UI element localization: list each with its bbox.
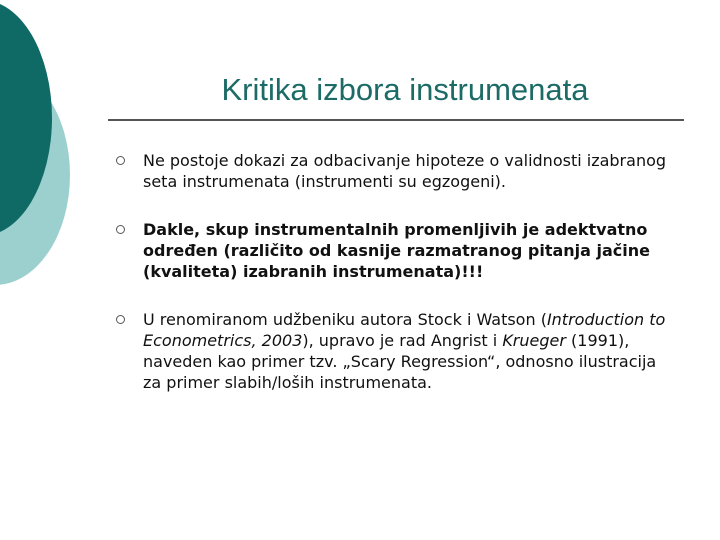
bullet-item (116, 150, 676, 192)
bullet-text (143, 309, 676, 393)
bullet-item (116, 309, 676, 393)
bullet-circle-icon (116, 156, 125, 165)
bullet-item (116, 219, 676, 282)
bullet-text-segment: ), upravo je rad Angrist i (302, 331, 503, 350)
title-divider (108, 119, 684, 121)
book-title: Introduction to Econometrics, 2003 (143, 310, 666, 350)
bullet-circle-icon (116, 315, 125, 324)
bullet-text-segment: (1991), naveden kao primer tzv. „Scary Regression“, odnosno ilustracija za primer slabih/loših instrumenata. (143, 331, 657, 392)
slide-title: Kritika izbora instrumenata (221, 72, 589, 107)
bullet-list (116, 150, 676, 420)
bullet-circle-icon (116, 225, 125, 234)
author-name: Krueger (502, 331, 566, 350)
bullet-text: Dakle, skup instrumentalnih promenljivih je adektvatno određen (različito od kasnije razmatranog pitanja jačine (kvaliteta) izabranih instrumenata)!!! (143, 220, 650, 281)
bullet-text: Ne postoje dokazi za odbacivanje hipoteze o validnosti izabranog seta instrumenata (instrumenti su egzogeni). (143, 151, 667, 191)
bullet-text-segment: U renomiranom udžbeniku autora Stock i Watson ( (143, 310, 547, 329)
